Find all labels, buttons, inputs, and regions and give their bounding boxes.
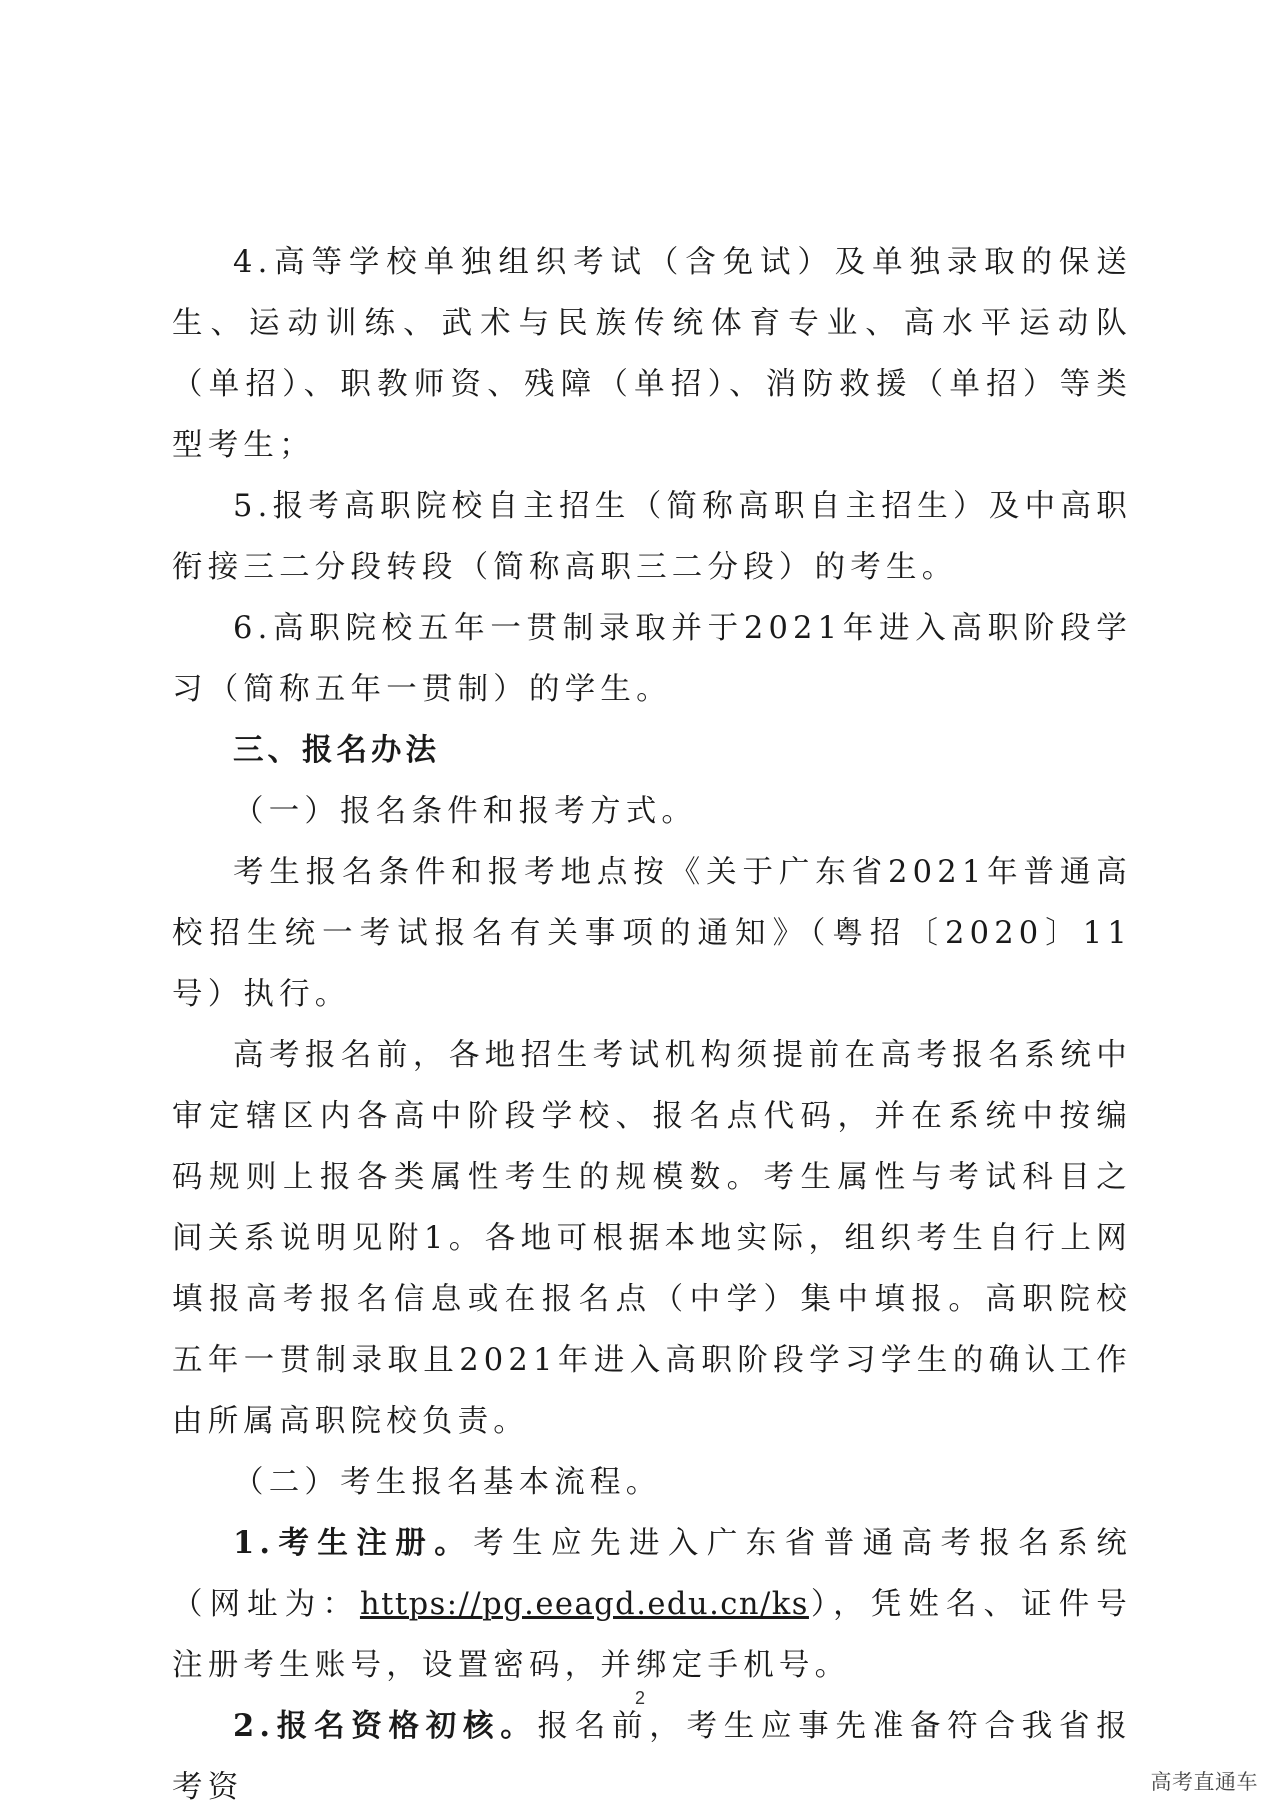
paragraph-registration-preparation: 高考报名前，各地招生考试机构须提前在高考报名系统中审定辖区内各高中阶段学校、报名点代码，并在系统中按编码规则上报各类属性考生的规模数。考生属性与考试科目之间关系说明见附1。各地可根据本地实际，组织考生自行上网填报高考报名信息或在报名点（中学）集中填报。高职院校五年一贯制录取且2021年进入高职阶段学习学生的确认工作由所属高职院校负责。 (172, 1038, 1132, 1439)
paragraph-item-5: 5.报考高职院校自主招生（简称高职自主招生）及中高职衔接三二分段转段（简称高职三二分段）的考生。 (172, 489, 1132, 585)
paragraph-registration-conditions: 考生报名条件和报考地点按《关于广东省2021年普通高校招生统一考试报名有关事项的通知》（粤招〔2020〕11号）执行。 (172, 855, 1132, 1012)
section-heading: 三、报名办法 (233, 733, 440, 768)
step-1-lead: 1.考生注册。 (233, 1525, 474, 1561)
registration-system-link[interactable]: https://pg.eeagd.edu.cn/ks (359, 1587, 809, 1622)
step-1-text-after-url: ），凭姓名、证件号注册考生账号，设置密码，并绑定手机号。 (172, 1587, 1132, 1683)
paragraph-step-2 (172, 1696, 1132, 1818)
paragraph-item-4: 4.高等学校单独组织考试（含免试）及单独录取的保送生、运动训练、武术与民族传统体育专业、高水平运动队（单招）、职教师资、残障（单招）、消防救援（单招）等类型考生； (172, 245, 1132, 463)
subheading-registration-conditions: （一）报名条件和报考方式。 (233, 794, 698, 829)
step-2-text: 报名前，考生应事先准备符合我省报考资 (172, 1709, 1132, 1805)
page-number: 2 (634, 1688, 645, 1708)
document-body (172, 232, 1132, 1818)
paragraph-step-1 (172, 1513, 1132, 1696)
step-1-text-before-url: 考生应先进入广东省普通高考报名系统（网址为： (172, 1526, 1132, 1622)
paragraph-item-6: 6.高职院校五年一贯制录取并于2021年进入高职阶段学习（简称五年一贯制）的学生。 (172, 611, 1132, 707)
step-2-lead: 2.报名资格初核。 (233, 1708, 538, 1744)
subheading-registration-process: （二）考生报名基本流程。 (233, 1465, 662, 1500)
watermark: 高考直通车 (1150, 1770, 1258, 1794)
